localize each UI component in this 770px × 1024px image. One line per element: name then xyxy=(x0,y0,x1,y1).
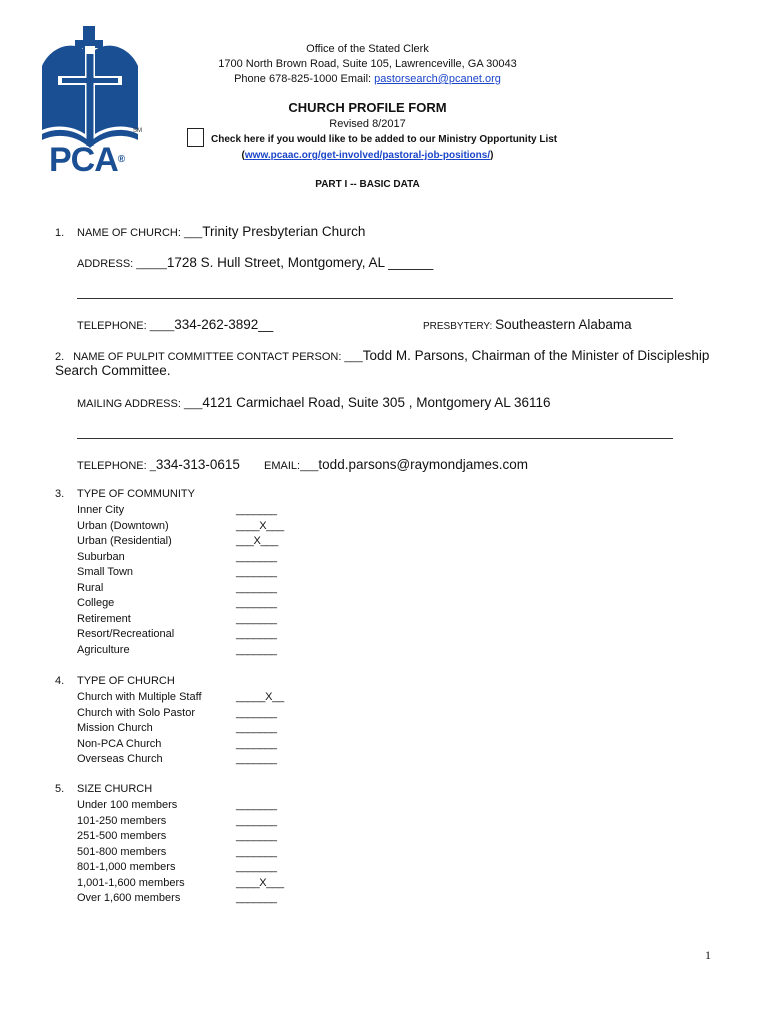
church-size-title: SIZE CHURCH xyxy=(77,783,153,795)
registered-mark: ® xyxy=(117,154,125,165)
church-name-field xyxy=(77,223,365,241)
presbytery-value[interactable]: Southeastern Alabama xyxy=(495,317,632,332)
option-blank[interactable]: _______ xyxy=(236,628,277,640)
q4-number: 4. xyxy=(55,675,65,687)
mailing-continuation-line[interactable] xyxy=(77,438,673,439)
job-positions-line xyxy=(200,150,535,161)
option-blank[interactable]: _______ xyxy=(236,643,277,656)
option-label: Non-PCA Church xyxy=(77,737,162,750)
option-blank[interactable]: _______ xyxy=(236,566,277,578)
option-label: Suburban xyxy=(77,550,125,563)
checkbox-label: Check here if you would like to be added to our Ministry Opportunity List xyxy=(211,134,558,145)
option-label: Under 100 members xyxy=(77,799,178,811)
pca-wordmark-text: PCA xyxy=(49,141,118,179)
option-label: Over 1,600 members xyxy=(77,892,181,904)
option-label: Mission Church xyxy=(77,722,153,734)
option-blank[interactable]: ____X___ xyxy=(236,519,284,532)
option-blank[interactable]: _______ xyxy=(236,845,277,858)
option-blank[interactable]: ___X___ xyxy=(236,535,278,547)
option-blank[interactable]: _______ xyxy=(236,814,277,827)
form-title: CHURCH PROFILE FORM xyxy=(288,100,447,115)
contact-telephone-field xyxy=(77,456,240,474)
link-close-paren: ) xyxy=(490,150,494,161)
contact-email-value[interactable]: todd.parsons@raymondjames.com xyxy=(318,457,528,472)
pastorsearch-email-link[interactable]: pastorsearch@pcanet.org xyxy=(374,73,501,85)
address-continuation-line[interactable] xyxy=(77,298,673,299)
presbytery-label: PRESBYTERY: xyxy=(423,321,496,332)
phone-text: Phone 678-825-1000 Email: xyxy=(234,73,375,85)
option-label: 501-800 members xyxy=(77,845,167,858)
mailing-address-label: MAILING ADDRESS: ___ xyxy=(77,398,203,410)
job-positions-link[interactable]: www.pcaac.org/get-involved/pastoral-job-positions/ xyxy=(244,150,491,161)
option-blank[interactable]: _____X__ xyxy=(236,691,284,703)
option-label: Urban (Residential) xyxy=(77,535,172,547)
option-label: Agriculture xyxy=(77,643,130,656)
telephone-value[interactable]: 334-262-3892__ xyxy=(174,317,274,332)
telephone-label: TELEPHONE: ____ xyxy=(77,320,175,332)
service-mark: SM xyxy=(133,128,142,134)
option-blank[interactable]: _______ xyxy=(236,550,277,563)
contact-person-value[interactable]: Todd M. Parsons, Chairman of the Minister of Discipleship xyxy=(362,348,710,363)
option-blank[interactable]: _______ xyxy=(236,861,277,873)
revised-date: Revised 8/2017 xyxy=(329,118,406,130)
church-type-title: TYPE OF CHURCH xyxy=(77,675,175,687)
contact-person-value-cont[interactable]: Search Committee. xyxy=(55,363,171,378)
q2-number: 2. xyxy=(55,351,65,363)
contact-email-field xyxy=(264,456,528,474)
option-label: Small Town xyxy=(77,566,134,578)
option-label: Rural xyxy=(77,581,104,594)
option-blank[interactable]: ____X___ xyxy=(236,876,284,889)
address-line: 1700 North Brown Road, Suite 105, Lawrenceville, GA 30043 xyxy=(218,58,517,70)
contact-person-label: NAME OF PULPIT COMMITTEE CONTACT PERSON: ___ xyxy=(73,351,363,363)
option-blank[interactable]: _______ xyxy=(236,504,277,516)
option-blank[interactable]: _______ xyxy=(236,830,277,842)
contact-line xyxy=(200,72,535,87)
option-label: 251-500 members xyxy=(77,830,167,842)
pca-wordmark xyxy=(49,142,124,178)
option-label: Inner City xyxy=(77,504,125,516)
option-label: Resort/Recreational xyxy=(77,628,175,640)
option-blank[interactable]: _______ xyxy=(236,581,277,594)
option-label: Church with Solo Pastor xyxy=(77,706,195,719)
contact-telephone-value[interactable]: 334-313-0615 xyxy=(155,457,240,472)
church-address-field xyxy=(77,254,433,272)
address-label: ADDRESS: _____ xyxy=(77,258,167,270)
mailing-address-value[interactable]: 4121 Carmichael Road, Suite 305 , Montgomery AL 36116 xyxy=(202,395,551,410)
church-name-label: NAME OF CHURCH: ___ xyxy=(77,227,203,239)
page-number: 1 xyxy=(705,948,711,962)
option-blank[interactable]: _______ xyxy=(236,799,277,811)
option-label: 1,001-1,600 members xyxy=(77,876,185,889)
option-blank[interactable]: _______ xyxy=(236,706,277,719)
option-blank[interactable]: _______ xyxy=(236,597,277,609)
option-label: College xyxy=(77,597,115,609)
q1-number: 1. xyxy=(55,227,65,239)
address-value[interactable]: 1728 S. Hull Street, Montgomery, AL ______ xyxy=(166,255,434,270)
church-telephone-field xyxy=(77,316,273,334)
option-blank[interactable]: _______ xyxy=(236,753,277,765)
office-line: Office of the Stated Clerk xyxy=(306,43,429,55)
ministry-opportunity-checkbox[interactable] xyxy=(187,128,204,147)
link-open-paren: ( xyxy=(241,150,245,161)
q5-number: 5. xyxy=(55,783,65,795)
option-blank[interactable]: _______ xyxy=(236,892,277,904)
option-label: Urban (Downtown) xyxy=(77,519,169,532)
option-label: Retirement xyxy=(77,612,131,625)
presbytery-field xyxy=(423,316,632,334)
option-label: 101-250 members xyxy=(77,814,167,827)
option-blank[interactable]: _______ xyxy=(236,737,277,750)
q3-number: 3. xyxy=(55,488,65,500)
option-blank[interactable]: _______ xyxy=(236,722,277,734)
part-heading: PART I -- BASIC DATA xyxy=(315,179,420,190)
church-name-value[interactable]: Trinity Presbyterian Church xyxy=(202,224,366,239)
option-label: 801-1,000 members xyxy=(77,861,176,873)
community-type-title: TYPE OF COMMUNITY xyxy=(77,488,195,500)
pca-logo xyxy=(40,26,140,178)
mailing-address-field xyxy=(77,394,551,412)
option-blank[interactable]: _______ xyxy=(236,612,277,625)
option-label: Church with Multiple Staff xyxy=(77,691,202,703)
contact-email-label: EMAIL:___ xyxy=(264,460,319,472)
option-label: Overseas Church xyxy=(77,753,163,765)
contact-telephone-label: TELEPHONE: _ xyxy=(77,460,156,472)
